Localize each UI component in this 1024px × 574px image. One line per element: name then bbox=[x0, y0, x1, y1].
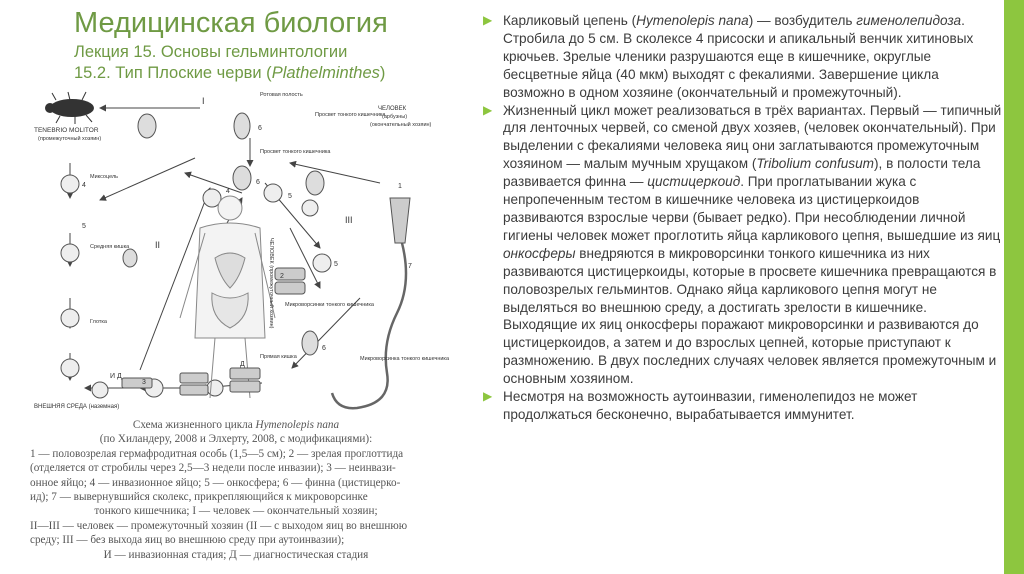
accent-sidebar bbox=[1004, 0, 1024, 574]
bullet-item: ▶ Карликовый цепень (Hymenolepis nana) — возбудитель гименолепидоза. Стробила до 5 см. В сколексе 4 присоски и апикальный венчик хитиновых крючьев. Зрелые членики разрушаются еще в кишечнике, округлые бесцветные яйца (40 мкм) выходят с фекалиями. Завершение цикла возможно в одном хозяине (окончательный и промежуточный). bbox=[483, 13, 974, 100]
stage-6-label: 6 bbox=[258, 125, 262, 132]
stage-6b-label: 6 bbox=[256, 179, 260, 186]
stage-2-label: 2 bbox=[280, 273, 284, 280]
bullet-arrow-icon: ▶ bbox=[483, 13, 493, 27]
human-role-label: (арбузны) bbox=[382, 114, 408, 120]
roman-two: II bbox=[155, 240, 161, 250]
caption-title: Схема жизненного цикла Hymenolepis nana bbox=[132, 419, 340, 431]
stage-5b-label: 5 bbox=[288, 193, 292, 200]
slide-title: Медицинская биология bbox=[74, 7, 388, 39]
life-cycle-diagram bbox=[30, 88, 450, 414]
stage-id-label: И Д bbox=[110, 373, 122, 380]
midgut-label: Средняя кишка bbox=[90, 244, 130, 250]
stage-3-label: 3 bbox=[142, 379, 146, 386]
diagram-caption bbox=[30, 418, 442, 562]
caption-line-4: (отделяется от стробилы через 2,5—3 недели после инвазии); 3 — неинвази- bbox=[30, 462, 396, 475]
stage-d-label: Д bbox=[240, 361, 245, 368]
bullet-arrow-icon: ▶ bbox=[483, 389, 493, 404]
stage-5c-label: 5 bbox=[334, 261, 338, 268]
slide-header bbox=[74, 4, 474, 84]
caption-line-6: ид); 7 — вывернувшийся сколекс, прикрепляющийся к микроворсинке bbox=[30, 491, 368, 504]
tapeworm-icon bbox=[332, 243, 406, 408]
bullet-list bbox=[483, 12, 1003, 424]
caption-line-5: онное яйцо; 4 — инвазионное яйцо; 5 — онкосфера; 6 — финна (цистицерко- bbox=[30, 476, 401, 489]
lumen-label: Просвет тонкого кишечника bbox=[315, 112, 386, 118]
human-role2-label: (окончательный хозяин) bbox=[370, 122, 432, 128]
lecture-subtitle: Лекция 15. Основы гельминтологии bbox=[74, 43, 348, 61]
human-label: ЧЕЛОВЕК bbox=[378, 106, 407, 112]
bullet-item: ▶ Несмотря на возможность аутоинвазии, гименолепидоз не может продолжаться бесконечно, вырабатывается иммунитет. bbox=[483, 389, 918, 422]
beetle-icon bbox=[45, 92, 94, 124]
caption-line-7: тонкого кишечника; I — человек — окончательный хозяин; bbox=[94, 505, 378, 518]
pharynx-label: Глотка bbox=[90, 319, 107, 325]
lumen2-label: Просвет тонкого кишечника bbox=[260, 149, 331, 155]
stage-6c-label: 6 bbox=[322, 345, 326, 352]
human-silhouette-icon bbox=[180, 196, 275, 398]
stage-4-label: 4 bbox=[82, 182, 86, 189]
stage-7-label: 7 bbox=[408, 263, 412, 270]
microvilli-label: Микроворсинки тонкого кишечника bbox=[285, 302, 374, 308]
roman-one: I bbox=[202, 96, 205, 106]
rectum-label: Прямая кишка bbox=[260, 354, 297, 360]
caption-line-3: 1 — половозрелая гермафродитная особь (1,5—5 см); 2 — зрелая проглоттида bbox=[30, 447, 404, 460]
stage-4b-label: 4 bbox=[226, 188, 230, 195]
oral-cavity-label: Ротовая полость bbox=[260, 92, 303, 98]
stage-5-label: 5 bbox=[82, 223, 86, 230]
mixocele-label: Миксоцель bbox=[90, 174, 119, 180]
beetle-label: TENEBRIO MOLITOR bbox=[34, 127, 99, 134]
beetle-role-label: (промежуточный хозяин) bbox=[38, 136, 102, 142]
caption-line-8: II—III — человек — промежуточный хозяин (II — с выходом яиц во внешнюю bbox=[30, 519, 408, 532]
section-subtitle: 15.2. Тип Плоские черви (Plathelminthes) bbox=[74, 64, 386, 82]
caption-line-10: И — инвазионная стадия; Д — диагностическая стадия bbox=[103, 548, 369, 561]
external-env-label: ВНЕШНЯЯ СРЕДА (наземная) bbox=[34, 404, 120, 410]
caption-line-2: (по Хиландеру, 2008 и Элхерту, 2008, с модификациями): bbox=[99, 433, 373, 446]
microvilli2-label: Микроворсинка тонкого кишечника bbox=[360, 356, 450, 362]
caption-line-9: среду; III — без выхода яиц во внешнюю среду при аутоинвазии); bbox=[30, 534, 345, 547]
human-intermediate-label: ЧЕЛОВЕК (промежуточный хозяин) bbox=[268, 238, 274, 329]
bullet-item: ▶ Жизненный цикл может реализоваться в трёх вариантах. Первый — типичный для ленточных червей, со сменой двух хозяев, (человек окончательный). При выделении с фекалиями человека яиц они заглатываются промежуточным хозяином — малым мучным хрущаком (Tribolium confusum), в полости тела развивается финна — цистицеркоид. При проглатывании жука с непропеченным тестом в кишечнике человека из цистицеркоидов развиваются взрослые черви (бывает редко). При несоблюдении личной гигиены человек может проглотить яйца карликового цепня, вышедшие из яиц онкосферы внедряются в микроворсинки тонкого кишечника из них развиваются цистицеркоиды, которые в просвете кишечника превращаются в половозрелых гельминтов. Однако яйца карликового цепня могут не выделяться во внешнюю среду, а достигать зрелости в кишечнике. Выходящие их яиц онкосферы поражают микроворсинки и развиваются до цистицеркоидов, а затем и до взрослых цепней, которые приступают к размножению. В двух последних случаях человек является промежуточным и основным хозяином. bbox=[483, 102, 1002, 387]
stage-1-label: 1 bbox=[398, 183, 402, 190]
roman-three: III bbox=[345, 215, 353, 225]
bullet-arrow-icon: ▶ bbox=[483, 102, 493, 117]
